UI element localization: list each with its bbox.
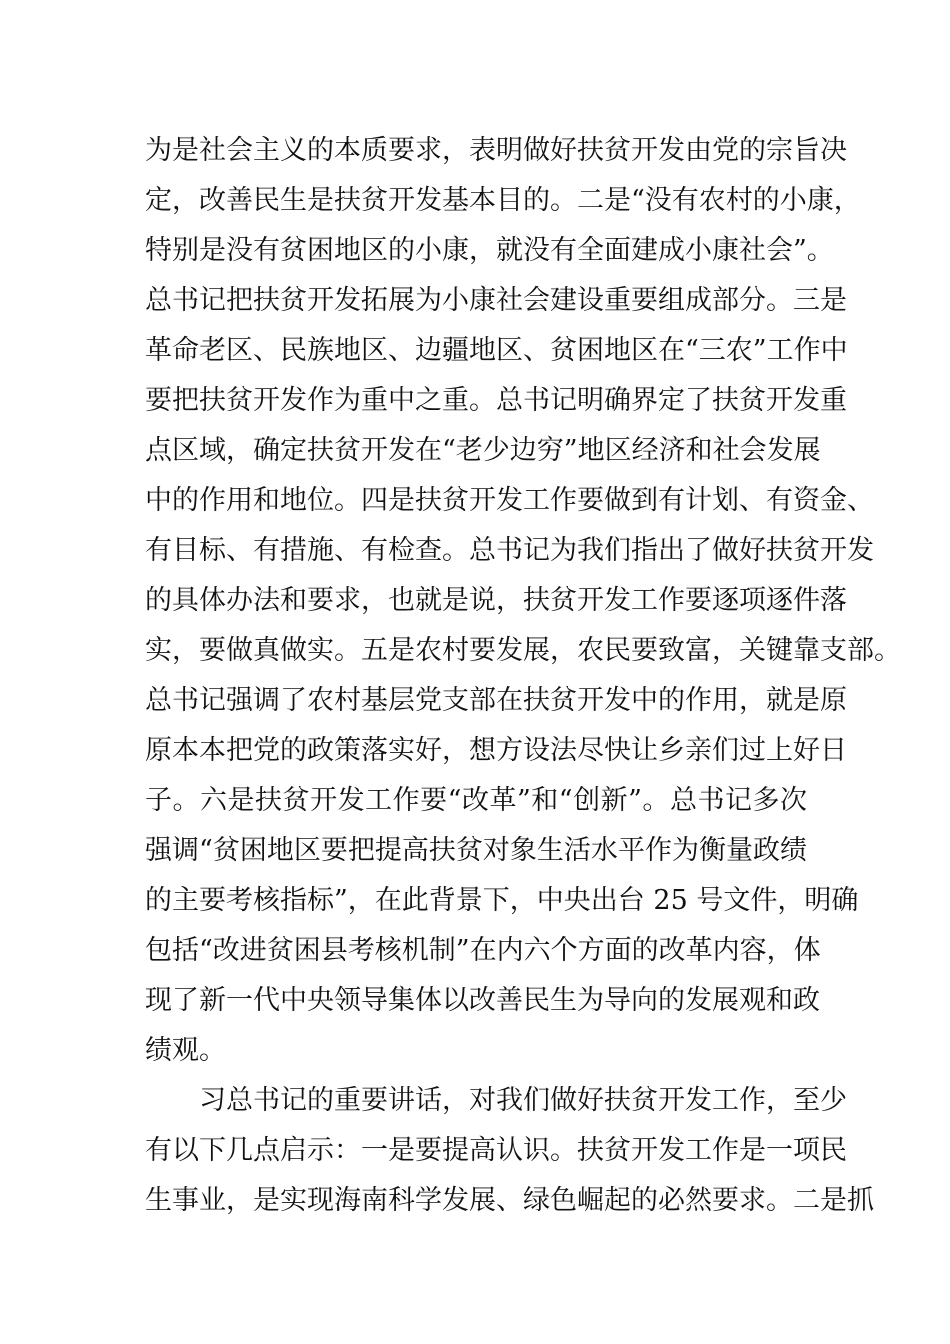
paragraph-1 (145, 126, 901, 1076)
text-line: 的主要考核指标”，在此背景下，中央出台 25 号文件，明确 (145, 885, 859, 916)
text-line: 现了新一代中央领导集体以改善民生为导向的发展观和政 (145, 985, 820, 1016)
text-line: 特别是没有贫困地区的小康，就没有全面建成小康社会”。 (145, 235, 834, 266)
body-text (145, 126, 901, 1226)
text-line: 定，改善民生是扶贫开发基本目的。二是“没有农村的小康， (145, 185, 861, 216)
paragraph-2 (145, 1076, 874, 1226)
text-line: 绩观。 (145, 1035, 226, 1066)
text-line: 包括“改进贫困县考核机制”在内六个方面的改革内容，体 (145, 935, 821, 966)
text-line: 实，要做真做实。五是农村要发展，农民要致富，关键靠支部。 (145, 635, 901, 666)
text-line: 生事业，是实现海南科学发展、绿色崛起的必然要求。二是抓 (145, 1185, 874, 1216)
text-line: 总书记强调了农村基层党支部在扶贫开发中的作用，就是原 (145, 685, 847, 716)
text-line: 革命老区、民族地区、边疆地区、贫困地区在“三农”工作中 (145, 335, 848, 366)
text-line: 要把扶贫开发作为重中之重。总书记明确界定了扶贫开发重 (145, 385, 847, 416)
text-line: 有以下几点启示：一是要提高认识。扶贫开发工作是一项民 (145, 1135, 847, 1166)
text-line: 习总书记的重要讲话，对我们做好扶贫开发工作，至少 (199, 1085, 847, 1116)
text-line: 中的作用和地位。四是扶贫开发工作要做到有计划、有资金、 (145, 485, 874, 516)
text-line: 子。六是扶贫开发工作要“改革”和“创新”。总书记多次 (145, 785, 807, 816)
text-line: 有目标、有措施、有检查。总书记为我们指出了做好扶贫开发 (145, 535, 874, 566)
text-line: 总书记把扶贫开发拓展为小康社会建设重要组成部分。三是 (145, 285, 847, 316)
text-line: 强调“贫困地区要把提高扶贫对象生活水平作为衡量政绩 (145, 835, 807, 866)
text-line: 点区域，确定扶贫开发在“老少边穷”地区经济和社会发展 (145, 435, 821, 466)
text-line: 原本本把党的政策落实好，想方设法尽快让乡亲们过上好日 (145, 735, 847, 766)
text-line: 为是社会主义的本质要求，表明做好扶贫开发由党的宗旨决 (145, 135, 847, 166)
text-line: 的具体办法和要求，也就是说，扶贫开发工作要逐项逐件落 (145, 585, 847, 616)
